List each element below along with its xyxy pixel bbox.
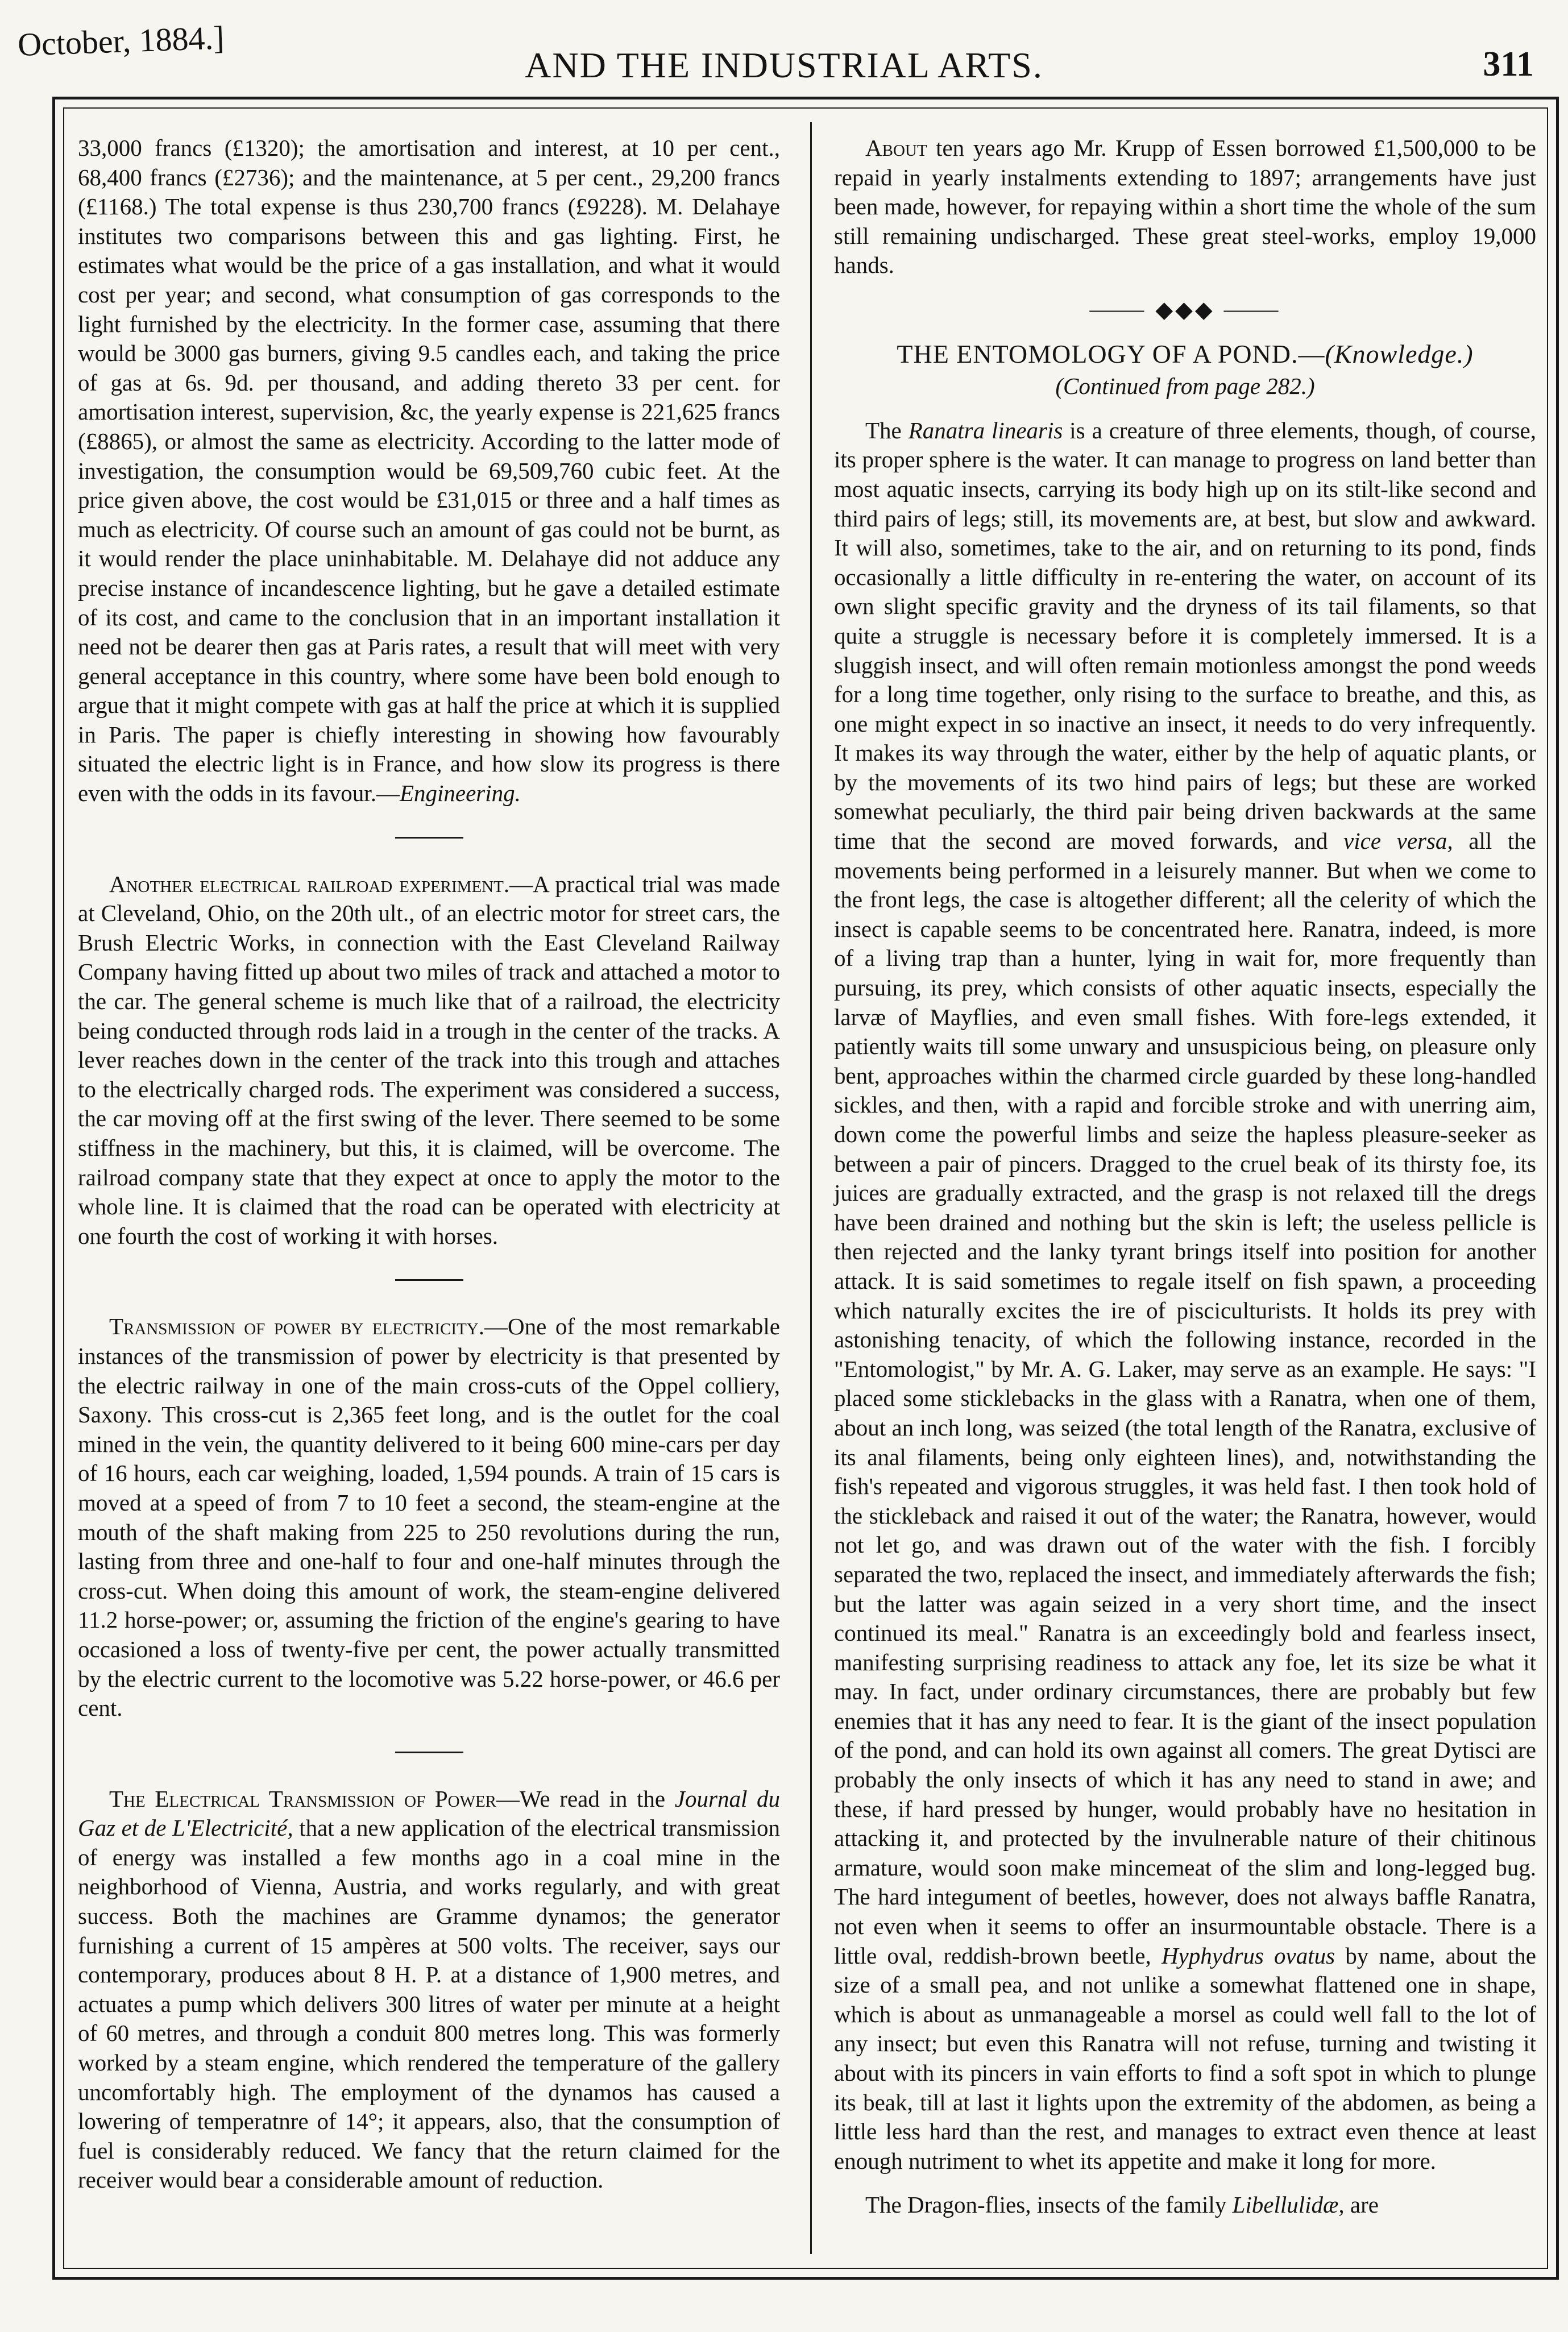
section-rule — [395, 1279, 463, 1281]
ranatra-text-4: by name, about the size of a small pea, and not unlike a somewhat flattened one in shape, which is about as unmanageable a morsel as could well fall to the lot of any insect; but even this Ranatra will not refuse, turning and twisting it about with its pincers in vain efforts to find a soft spot in which to plunge its beak, till at last it lights upon the extremity of the abdomen, as being a little less hard than the rest, and manages to extract even thence at least enough nutriment to whet its appetite and make it long for more. — [834, 1942, 1536, 2174]
vienna-body: that a new application of the electrical transmission of energy was installed a few months ago in a coal mine in the neighborhood of Vienna, Austria, and works regularly, and with great success. Both the machines are Gramme dynamos; the generator furnishing a current of 15 ampères at 500 volts. The receiver, says our contemporary, produces about 8 H. P. at a distance of 1,900 metres, and actuates a pump which delivers 300 litres of water per minute at a height of 60 metres, and through a conduit 800 metres long. This was formerly worked by a steam engine, which rendered the temperature of the gallery uncomfortably high. The employment of the dynamos has caused a lowering of temperatnre of 14°; it appears, also, that the consumption of fuel is considerably reduced. We fancy that the return claimed for the receiver would bear a considerable amount of reduction. — [78, 1815, 781, 2193]
article-krupp-loan — [834, 134, 1536, 280]
species-ranatra: Ranatra linearis — [908, 417, 1063, 443]
section-rule — [395, 837, 463, 839]
ranatra-paragraph — [834, 416, 1536, 2176]
dragonfly-paragraph — [834, 2190, 1536, 2220]
header-date: October, 1884.] — [17, 19, 225, 63]
ornament-divider: ⸻ ◆◆◆ ⸻ — [1088, 296, 1282, 322]
header-title: AND THE INDUSTRIAL ARTS. — [525, 45, 1043, 85]
krupp-body: ten years ago Mr. Krupp of Essen borrowed £1,500,000 to be repaid in yearly instalments extending to 1897; arrangements have just been made, however, for repaying within a short time the whole of the sum still remaining undischarged. These great steel-works, employ 19,000 hands. — [834, 135, 1536, 279]
ranatra-text-1: The — [865, 417, 909, 443]
section-rule — [395, 1752, 463, 1753]
krupp-lead-word: About — [865, 135, 927, 161]
section-source: (Knowledge.) — [1325, 339, 1474, 368]
ranatra-text-3: all the movements being performed in a leisurely manner. But when we come to the front legs, the case is altogether different; all the celerity of which the insect is capable seems to be concentrated here. Ranatra, indeed, is more of a living trap than a hunter, lying in wait for, more frequently than pursuing, its prey, which consists of other aquatic insects, especially the larvæ of Mayflies, and even small fishes. With fore-legs extended, it patiently waits till some unwary and unsuspicious being, on pleasure only bent, approaches within the charmed circle guarded by these long-handled sickles, and then, with a rapid and forcible stroke and with unerring aim, down come the powerful limbs and seize the hapless pleasure-seeker as between a pair of pincers. Dragged to the cruel beak of its thirsty foe, its juices are gradually extracted, and the grasp is not relaxed till the dregs have been drained and nothing but the skin is left; the useless pellicle is then rejected and the lanky tyrant brings itself into position for another attack. It is said sometimes to regale itself on fish spawn, a proceeding which naturally excites the ire of pisciculturists. It holds its prey with astonishing tenacity, of which the following instance, recorded in the "Entomologist," by Mr. A. G. Laker, may serve as an example. He says: "I placed some sticklebacks in the glass with a Ranatra, when one of them, about an inch long, was seized (the total length of the Ranatra, exclusive of its anal filaments, being only eighteen lines), and, notwithstanding the fish's repeated and vigorous struggles, it was held fast. I then took hold of the stickleback and raised it out of the water; the Ranatra, however, would not let go, and was drawn out of the water with the fish. I forcibly separated the two, replaced the insect, and immediately afterwards the fish; but the latter was again seized in a very short time, and the insect continued its meal." Ranatra is an exceedingly bold and fearless insect, manifesting surprising readiness to attack any foe, let its size be what it may. In fact, under ordinary circumstances, there are probably but few enemies that it has any need to fear. It is the giant of the insect population of the pond, and can hold its own against all comers. The great Dytisci are probably the only insects of which it has any need to stand in awe; and these, if hard pressed by hunger, would probably have no hesitation in attacking it, and protected by the invulnerable nature of their chitinous armature, would soon make mincemeat of the slim and long-legged bug. The hard integument of beetles, however, does not always baffle Ranatra, not even when it seems to offer an insurmountable obstacle. There is a little oval, reddish-brown beetle, — [834, 828, 1536, 1969]
dragonfly-text-1: The Dragon-flies, insects of the family — [865, 2192, 1233, 2218]
railroad-heading: electrical railroad experiment. — [200, 870, 510, 897]
vice-versa: vice versa, — [1343, 828, 1453, 854]
left-column — [78, 134, 780, 2210]
vienna-body-start: —We read in the — [496, 1785, 675, 1812]
ranatra-text-2: is a creature of three elements, though, of course, its proper sphere is the water. It can manage to progress on land better than most aquatic insects, carrying its body high up on its stilt-like second and third pairs of legs; still, its movements are, at best, but slow and awkward. It will also, sometimes, take to the air, and on returning to its pond, finds occasionally a little difficulty in re-entering the water, on account of its own slight specific gravity and the dryness of its tail filaments, so that quite a struggle is necessary before it is completely immersed. It is a sluggish insect, and will often remain motionless amongst the pond weeds for a long time together, only rising to the surface to breathe, and this, as one might expect in so inactive an insect, it needs to do very infrequently. It makes its way through the water, either by the help of aquatic plants, or by the movements of its two hind pairs of legs; but these are worked somewhat peculiarly, the third pair being driven backwards at the same time that the second are moved forwards, and — [834, 417, 1536, 854]
article-electrical-railroad — [78, 870, 780, 1251]
text-frame — [52, 97, 1559, 2280]
page-number: 311 — [1483, 45, 1534, 84]
journal-title: Journal du Gaz et de L'Electricité, — [78, 1785, 780, 1841]
source-engineering: Engineering. — [399, 780, 521, 807]
transmission-lead-word: Transmission — [109, 1313, 235, 1340]
transmission-body: —One of the most remarkable instances of the transmission of power by electricity is that presented by the electric railway in one of the main cross-cuts of the Oppel colliery, Saxony. This cross-cut is 2,365 feet long, and is the outlet for the coal mined in the vein, the quantity delivered to it being 600 mine-cars per day of 16 hours, each car weighing, loaded, 1,594 pounds. A train of 15 cars is moved at a speed of from 7 to 10 feet a second, the steam-engine at the mouth of the shaft making from 225 to 250 revolutions during the run, lasting from three and one-half to four and one-half minutes through the cross-cut. When doing this amount of work, the steam-engine delivered 11.2 horse-power; or, assuming the friction of the engine's gearing to have occasioned a loss of twenty-five per cent, the power actually transmitted by the electric current to the locomotive was 5.22 horse-power, or 46.6 per cent. — [78, 1313, 781, 1721]
article-vienna-mine — [78, 1785, 780, 2195]
section-continued-note: (Continued from page 282.) — [1055, 373, 1315, 400]
right-column — [834, 134, 1536, 2235]
dragonfly-text-2: are — [1344, 2192, 1379, 2218]
gas-comparison-text: 33,000 francs (£1320); the amortisation and interest, at 10 per cent., 68,400 francs (£2736); and the maintenance, at 5 per cent., 29,200 francs (£1168.) The total expense is thus 230,700 francs (£9228). M. Delahaye institutes two comparisons between this and gas lighting. First, he estimates what would be the price of a gas installation, and what it would cost per year; and second, what consumption of gas corresponds to the light furnished by the electricity. In the former case, assuming that there would be 3000 gas burners, giving 9.5 candles each, and taking the price of gas at 6s. 9d. per thousand, and adding thereto 33 per cent. for amortisation interest, supervision, &c, the yearly expense is 221,625 francs (£8865), or almost the same as electricity. According to the latter mode of investigation, the consumption would be 69,509,760 cubic feet. At the price given above, the cost would be £31,015 or three and a half times as much as electricity. Of course such an amount of gas could not be burnt, as it would render the place uninhabitable. M. Delahaye did not adduce any precise instance of incandescence lighting, but he gave a detailed estimate of its cost, and came to the conclusion that in an important installation it need not be dearer then gas at Paris rates, a result that will meet with very general acceptance in this country, where some have been bold enough to argue that it might compete with gas at half the price at which it is supplied in Paris. The paper is chiefly interesting in showing how favourably situated the electric light is in France, and how slow its progress is there even with the odds in its favour.— — [78, 135, 780, 807]
transmission-heading: of power by electricity. — [244, 1313, 484, 1340]
railroad-lead-word: Another — [109, 870, 193, 897]
article-power-transmission — [78, 1312, 780, 1723]
family-libellulidae: Libellulidæ, — [1232, 2192, 1345, 2218]
section-title-text: THE ENTOMOLOGY OF A POND.— — [897, 339, 1325, 368]
vienna-lead: The Electrical Transmission of Power — [109, 1785, 497, 1812]
section-title — [834, 339, 1536, 369]
article-gas-vs-electricity — [78, 134, 780, 808]
railroad-body: —A practical trial was made at Cleveland, Ohio, on the 20th ult., of an electric motor for street cars, the Brush Electric Works, in connection with the East Cleveland Railway Company having fitted up about two miles of track and attached a motor to the car. The general scheme is much like that of a railroad, the electricity being conducted through rods laid in a trough in the center of the tracks. A lever reaches down in the center of the track into this trough and attaches to the electrically charged rods. The experiment was considered a success, the car moving off at the first swing of the lever. There seemed to be some stiffness in the machinery, but this, it is claimed, will be overcome. The railroad company state that they expect at once to apply the motor to the whole line. It is claimed that the road can be operated with electricity at one fourth the cost of working it with horses. — [78, 870, 781, 1249]
species-hyphydrus: Hyphydrus ovatus — [1161, 1942, 1335, 1969]
column-divider — [810, 122, 812, 2254]
